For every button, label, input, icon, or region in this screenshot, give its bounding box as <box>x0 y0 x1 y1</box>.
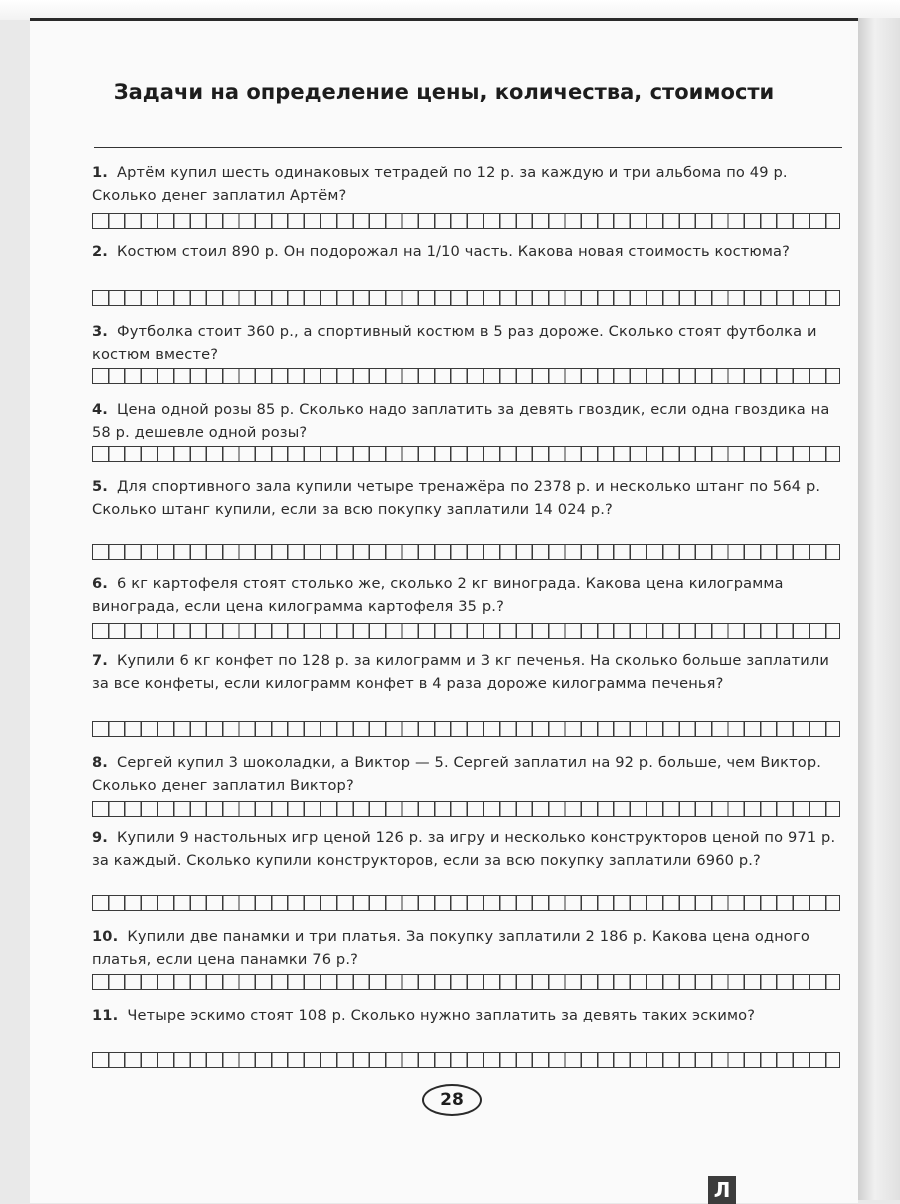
answer-grid-8[interactable] <box>92 801 840 817</box>
page-number: 28 <box>422 1084 482 1116</box>
task-text: Сергей купил 3 шоколадки, а Виктор — 5. Сергей заплатил на 92 р. больше, чем Виктор. Сколько денег заплатил Виктор? <box>92 754 822 794</box>
task-1 <box>92 161 844 207</box>
answer-grid-11[interactable] <box>92 1052 840 1068</box>
task-number: 6. <box>92 575 108 592</box>
task-number: 1. <box>92 164 108 181</box>
task-8 <box>92 751 844 797</box>
task-7 <box>92 649 844 695</box>
task-9 <box>92 826 844 872</box>
task-4 <box>92 398 844 444</box>
task-number: 8. <box>92 754 108 771</box>
task-text: Купили 6 кг конфет по 128 р. за килограмм и 3 кг печенья. На сколько больше заплатили за все конфеты, если килограмм конфет в 4 раза дороже килограмма печенья? <box>92 652 829 692</box>
publisher-logo: Л <box>708 1176 736 1204</box>
task-text: Цена одной розы 85 р. Сколько надо заплатить за девять гвоздик, если одна гвоздика на 58 р. дешевле одной розы? <box>92 401 830 441</box>
task-2 <box>92 240 844 263</box>
answer-grid-1[interactable] <box>92 213 840 229</box>
workbook-page <box>30 18 858 1203</box>
answer-grid-7[interactable] <box>92 721 840 737</box>
task-text: Костюм стоил 890 р. Он подорожал на 1/10 часть. Какова новая стоимость костюма? <box>117 243 791 260</box>
task-text: Футболка стоит 360 р., а спортивный костюм в 5 раз дороже. Сколько стоят футболка и костюм вместе? <box>92 323 817 363</box>
task-number: 7. <box>92 652 108 669</box>
task-text: Четыре эскимо стоят 108 р. Сколько нужно заплатить за девять таких эскимо? <box>127 1007 756 1024</box>
task-text: Купили 9 настольных игр ценой 126 р. за игру и несколько конструкторов ценой по 971 р. за каждый. Сколько купили конструкторов, если за всю покупку заплатили 6960 р.? <box>92 829 836 869</box>
task-number: 2. <box>92 243 108 260</box>
task-10 <box>92 925 844 971</box>
task-number: 4. <box>92 401 108 418</box>
task-number: 9. <box>92 829 108 846</box>
answer-grid-6[interactable] <box>92 623 840 639</box>
task-11 <box>92 1004 844 1027</box>
task-text: Артём купил шесть одинаковых тетрадей по 12 р. за каждую и три альбома по 49 р. Сколько денег заплатил Артём? <box>92 164 788 204</box>
title-underline <box>94 147 842 148</box>
task-number: 5. <box>92 478 108 495</box>
answer-grid-5[interactable] <box>92 544 840 560</box>
answer-grid-3[interactable] <box>92 368 840 384</box>
answer-grid-9[interactable] <box>92 895 840 911</box>
answer-grid-2[interactable] <box>92 290 840 306</box>
task-text: Купили две панамки и три платья. За покупку заплатили 2 186 р. Какова цена одного платья, если цена панамки 76 р.? <box>92 928 810 968</box>
page-edge-shadow <box>858 18 900 1200</box>
page-title: Задачи на определение цены, количества, стоимости <box>113 80 775 104</box>
task-3 <box>92 320 844 366</box>
task-number: 10. <box>92 928 119 945</box>
task-number: 3. <box>92 323 108 340</box>
scan-border <box>0 0 900 20</box>
task-5 <box>92 475 844 521</box>
answer-grid-10[interactable] <box>92 974 840 990</box>
task-number: 11. <box>92 1007 119 1024</box>
task-text: 6 кг картофеля стоят столько же, сколько 2 кг винограда. Какова цена килограмма винограда, если цена килограмма картофеля 35 р.? <box>92 575 784 615</box>
answer-grid-4[interactable] <box>92 446 840 462</box>
task-6 <box>92 572 844 618</box>
task-text: Для спортивного зала купили четыре тренажёра по 2378 р. и несколько штанг по 564 р. Сколько штанг купили, если за всю покупку заплатили 14 024 р.? <box>92 478 821 518</box>
